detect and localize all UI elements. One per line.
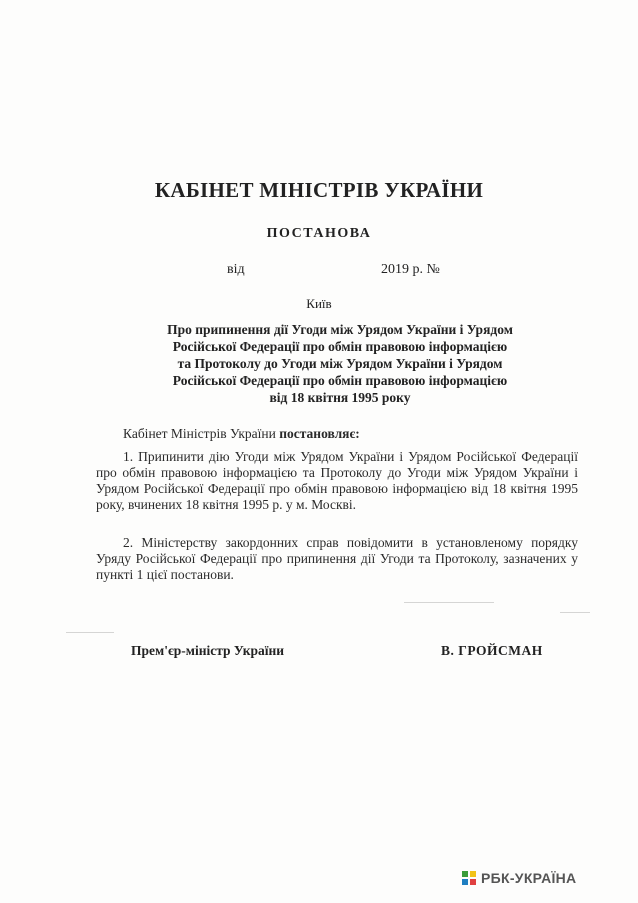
resolution-item-2: 2. Міністерству закордонних справ повідомити в установленому порядку Уряду Російської Федерації про припинення дії Угоди та Протоколу, зазначених у пункті 1 цієї постанови. — [96, 535, 578, 582]
heading-line: від 18 квітня 1995 року — [269, 390, 411, 405]
intro-text: Кабінет Міністрів України — [123, 426, 280, 441]
scan-artifact — [66, 632, 114, 633]
intro-paragraph — [96, 426, 578, 442]
scan-artifact — [404, 602, 494, 603]
date-year-label: 2019 р. № — [381, 262, 440, 277]
heading-line: та Протоколу до Угоди між Урядом України і Урядом — [177, 356, 503, 371]
rbc-watermark — [462, 868, 576, 888]
document-title: КАБІНЕТ МІНІСТРІВ УКРАЇНИ — [154, 178, 484, 202]
date-from-label: від — [227, 262, 245, 277]
document-type: ПОСТАНОВА — [266, 226, 372, 241]
watermark-text: РБК-УКРАЇНА — [481, 870, 577, 886]
scan-artifact — [560, 612, 590, 613]
heading-line: Російської Федерації про обмін правовою інформацією — [172, 373, 508, 388]
signature-title: Прем'єр-міністр України — [131, 643, 285, 658]
city-label: Київ — [306, 296, 332, 311]
resolution-heading — [110, 321, 570, 406]
intro-verb: постановляє: — [279, 426, 360, 441]
resolution-item-1: 1. Припинити дію Угоди між Урядом України і Урядом Російської Федерації про обмін правовою інформацією та Протоколу до Угоди між Урядом України і Урядом Російської Федерації про обмін правовою інформацією від 18 квітня 1995 року, вчинених 18 квітня 1995 р. у м. Москві. — [96, 449, 578, 512]
rbc-logo-squares-icon — [462, 871, 476, 885]
heading-line: Про припинення дії Угоди між Урядом України і Урядом — [167, 322, 513, 337]
signature-name: В. ГРОЙСМАН — [441, 643, 543, 658]
heading-line: Російської Федерації про обмін правовою інформацією — [172, 339, 508, 354]
